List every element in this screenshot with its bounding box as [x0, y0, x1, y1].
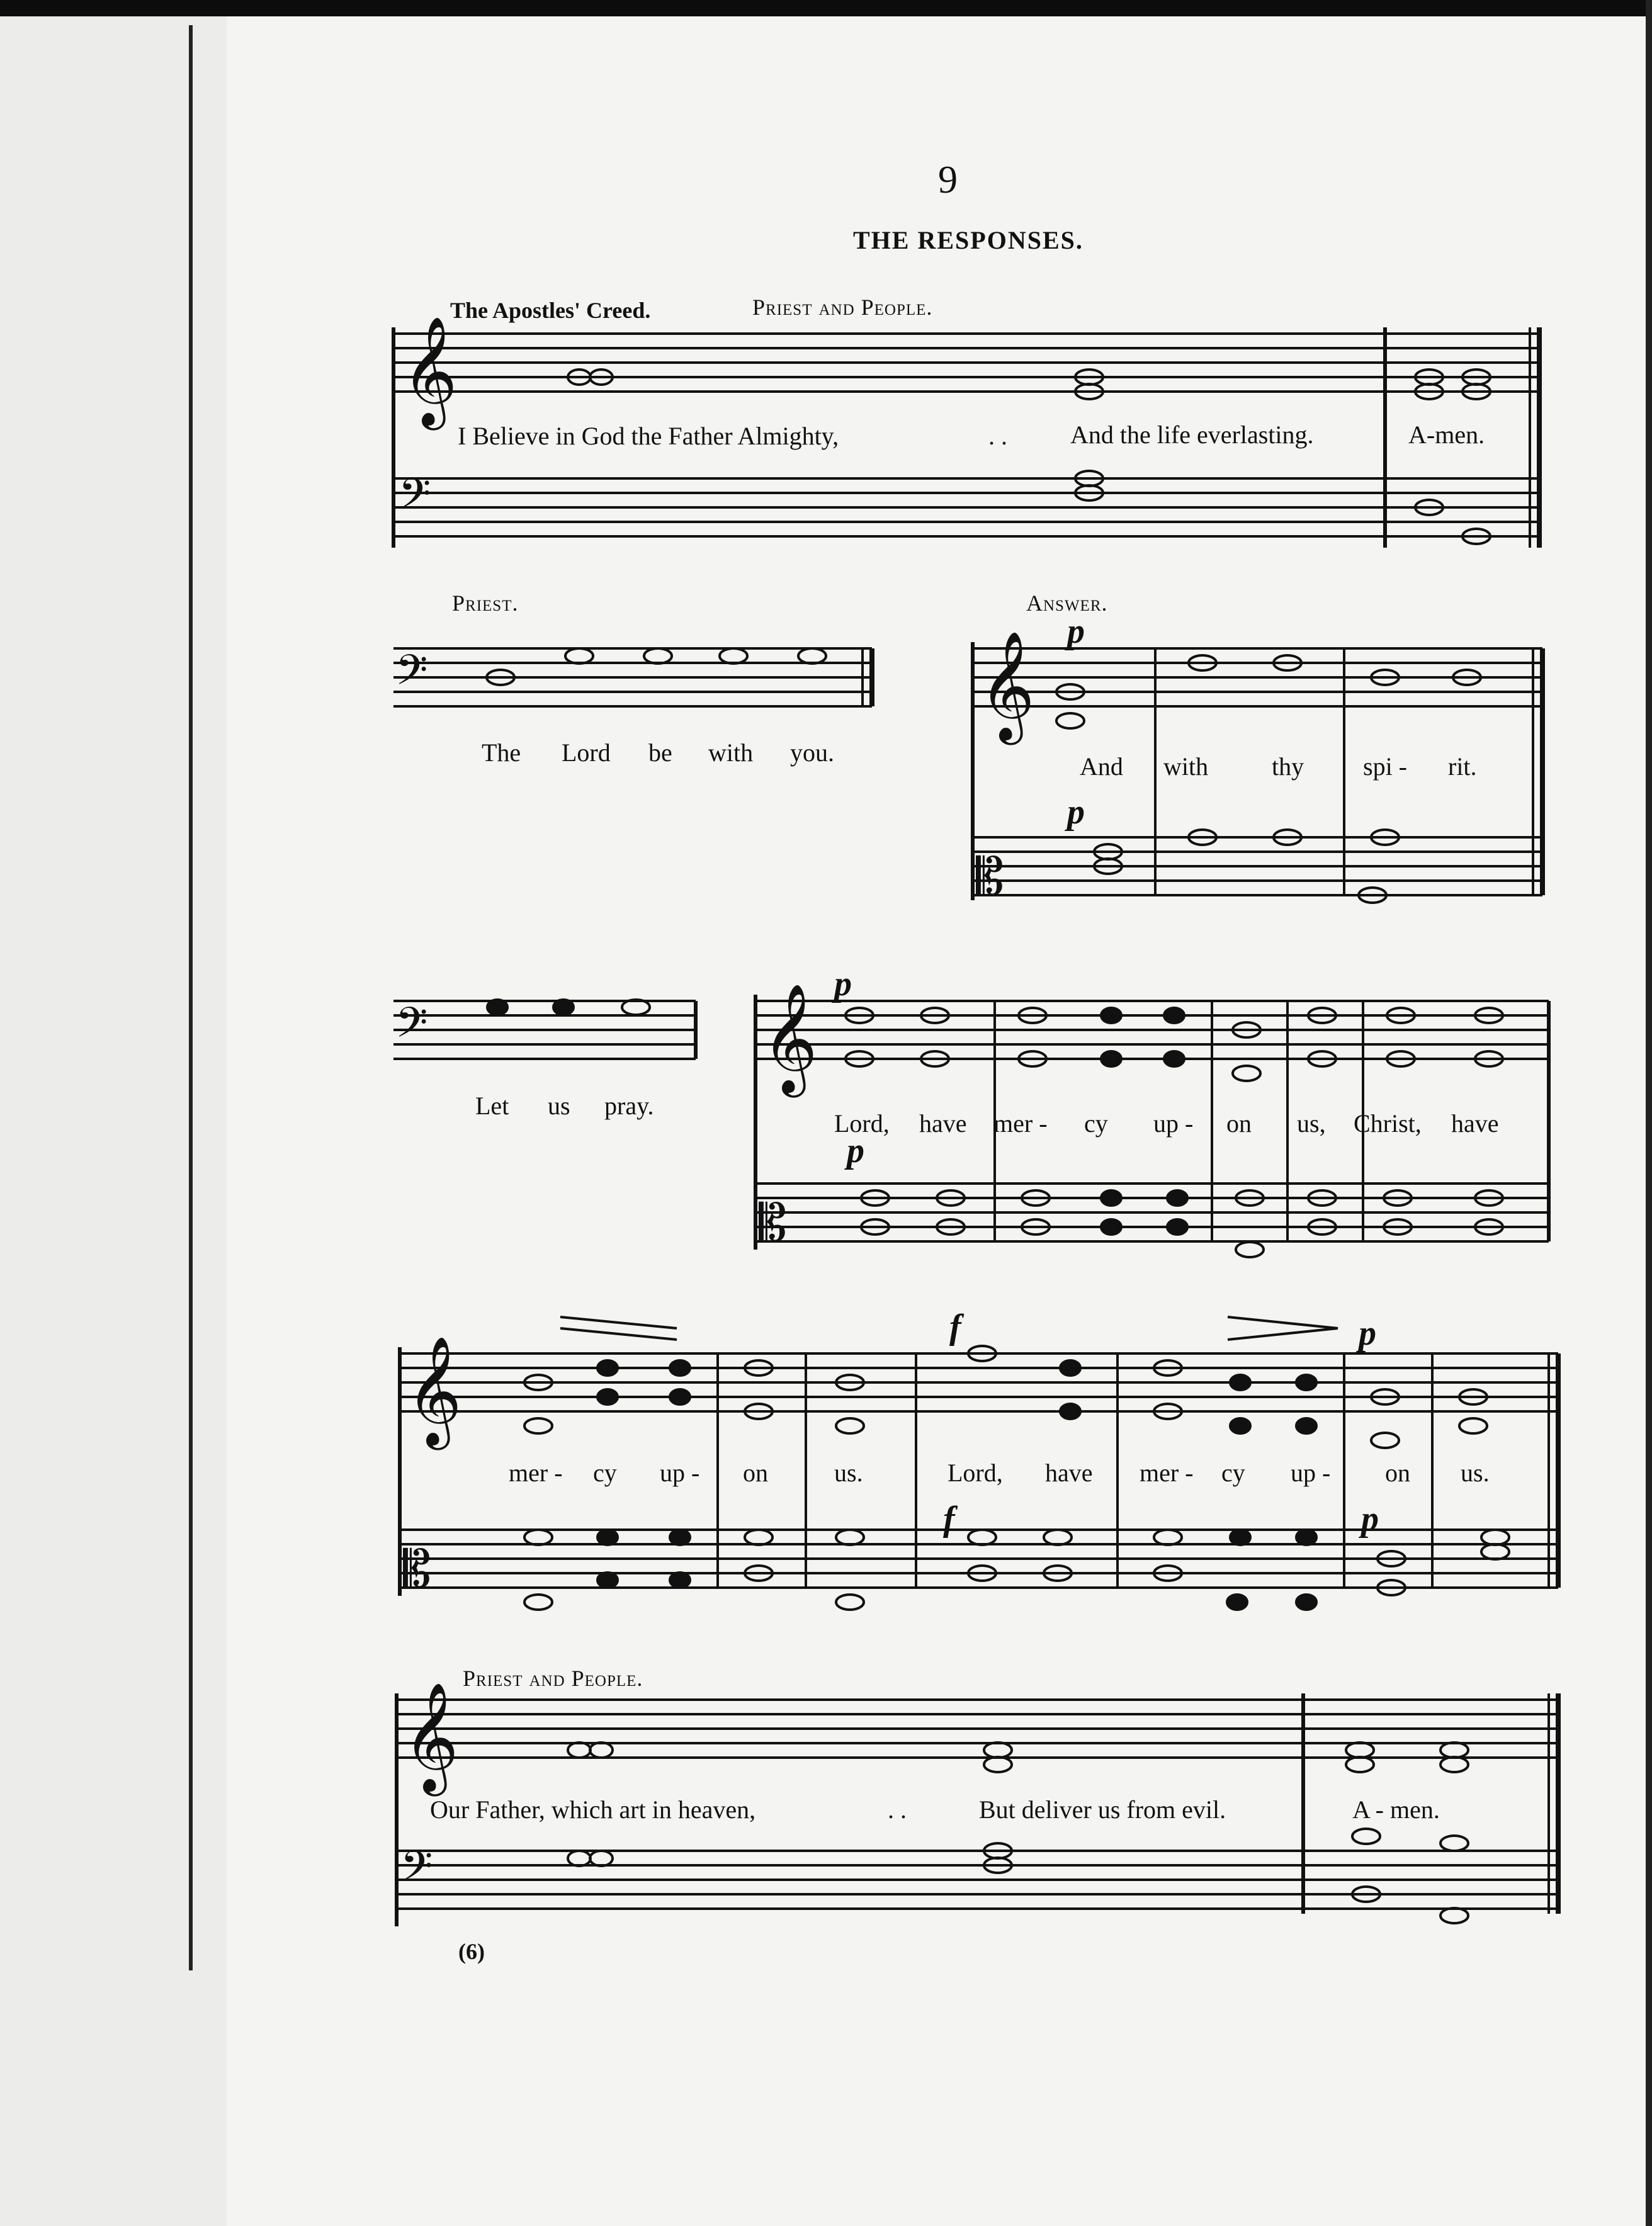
lyric-word: you. [790, 738, 834, 767]
creed-lyric-start: I Believe in God the Father Almighty, [458, 422, 839, 450]
dynamic-marking: f [949, 1308, 961, 1347]
lyric-word: on [1385, 1459, 1410, 1487]
creed-amen: A-men. [1408, 421, 1485, 449]
dynamic-marking: p [1067, 793, 1085, 832]
lyric-word: spi - [1363, 752, 1407, 781]
lyric-word: Lord, [948, 1459, 1003, 1487]
dynamic-marking: p [834, 964, 852, 1003]
lyric-word: Lord, [834, 1109, 890, 1138]
staff-kyrie1-bass [755, 1184, 1549, 1241]
prayer-lyric-end: But deliver us from evil. [979, 1795, 1226, 1824]
staff-prayer-treble [397, 1700, 1558, 1758]
treble-clef-icon: 𝄞 [762, 983, 818, 1093]
creed-lyric-end: And the life everlasting. [1070, 421, 1314, 449]
prayer-amen: A - men. [1352, 1795, 1440, 1824]
lyric-word: on [743, 1459, 768, 1487]
staff-answer-treble [973, 648, 1542, 706]
bass-clef-icon: 𝄢 [399, 470, 431, 528]
treble-clef-icon: 𝄞 [406, 1336, 462, 1445]
lyric-word: have [1451, 1109, 1499, 1138]
treble-clef-icon: 𝄞 [402, 316, 458, 426]
staff-kyrie2-bass [400, 1530, 1558, 1588]
lyric-word: pray. [604, 1092, 654, 1120]
lyric-word: us, [1297, 1109, 1326, 1138]
lyric-word: us. [1461, 1459, 1490, 1487]
prayer-lyric-start: Our Father, which art in heaven, [430, 1795, 756, 1824]
lyric-word: up - [660, 1459, 700, 1487]
bass-clef-icon: 𝄢 [395, 998, 428, 1057]
lyric-word: cy [1221, 1459, 1245, 1487]
dynamic-marking: p [847, 1131, 864, 1170]
staff-kyrie1-treble [755, 1001, 1549, 1059]
staff-prayer-bass [397, 1851, 1558, 1909]
lyric-word: Lord [562, 738, 611, 767]
footer-number: (6) [458, 1939, 485, 1964]
alto-clef-icon: 𝄡 [976, 847, 1004, 906]
dynamic-marking: f [943, 1500, 955, 1539]
lyric-word: up - [1291, 1459, 1331, 1487]
treble-clef-icon: 𝄞 [979, 631, 1035, 740]
lyric-word: us. [834, 1459, 863, 1487]
dynamic-marking: p [1361, 1500, 1379, 1539]
dynamic-marking: p [1359, 1314, 1376, 1353]
lyric-word: Let [475, 1092, 509, 1120]
staff-priest-versicle [393, 648, 872, 706]
lyric-word: cy [593, 1459, 617, 1487]
creed-title: The Apostles' Creed. [450, 298, 651, 323]
lyric-word: mer - [509, 1459, 563, 1487]
prayer-voices: Priest and People. [463, 1666, 643, 1691]
lyric-word: rit. [1448, 752, 1477, 781]
lyric-word: Christ, [1354, 1109, 1422, 1138]
priest-label: Priest. [452, 590, 519, 616]
lyric-word: mer - [993, 1109, 1048, 1138]
alto-clef-icon: 𝄡 [759, 1194, 787, 1252]
dynamic-marking: p [1067, 612, 1085, 651]
staff-kyrie2-treble [400, 1353, 1558, 1411]
answer-label: Answer. [1026, 590, 1108, 616]
staff-answer-bass [973, 837, 1542, 895]
lyric-word: be [648, 738, 672, 767]
lyric-word: thy [1272, 752, 1304, 781]
lyric-word: on [1226, 1109, 1252, 1138]
lyric-word: us [548, 1092, 570, 1120]
lyric-word: up - [1153, 1109, 1194, 1138]
bass-clef-icon: 𝄢 [395, 646, 428, 704]
lyric-word: with [708, 738, 754, 767]
page-title: THE RESPONSES. [853, 226, 1083, 254]
lyric-word: The [482, 738, 521, 767]
lyric-word: And [1080, 752, 1123, 781]
lyric-word: have [1045, 1459, 1093, 1487]
alto-clef-icon: 𝄡 [403, 1540, 431, 1598]
creed-voices: Priest and People. [752, 295, 933, 320]
staff-creed-bass [393, 478, 1539, 536]
lyric-word: mer - [1140, 1459, 1194, 1487]
lyric-word: cy [1084, 1109, 1108, 1138]
prayer-ellipsis: . . [888, 1795, 907, 1824]
lyric-word: have [919, 1109, 967, 1138]
treble-clef-icon: 𝄞 [403, 1682, 459, 1792]
lyric-word: with [1163, 752, 1209, 781]
page-number: 9 [938, 159, 958, 201]
bass-clef-icon: 𝄢 [400, 1842, 433, 1901]
creed-ellipsis: . . [988, 422, 1007, 450]
staff-creed-treble [393, 334, 1539, 392]
